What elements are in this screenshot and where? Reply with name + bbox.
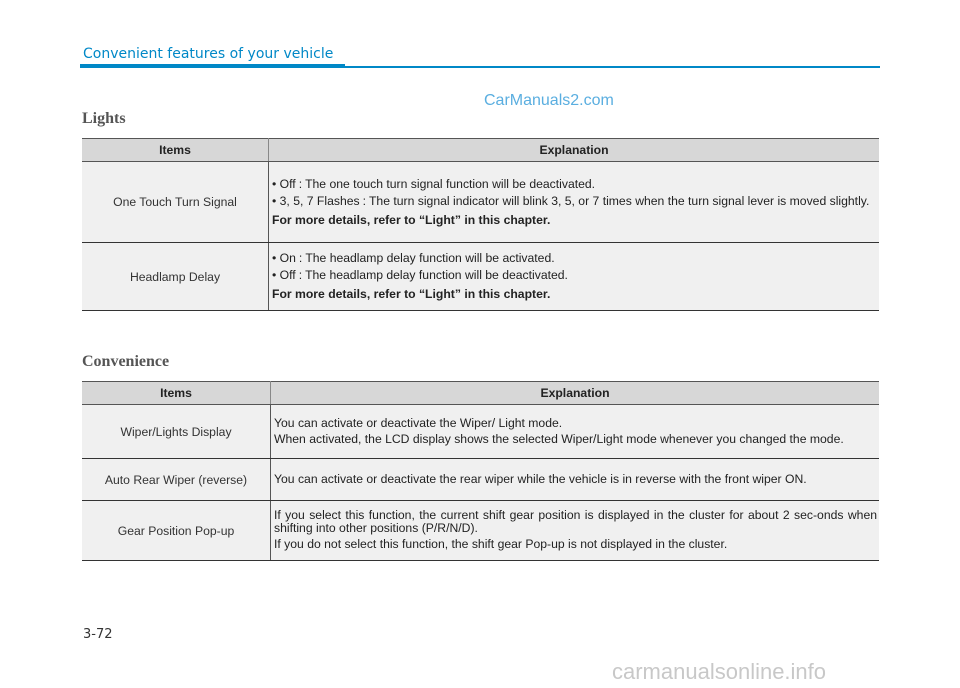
explanation-cell [271, 459, 880, 501]
reference-note: For more details, refer to “Light” in this chapter. [272, 212, 551, 227]
header-bar-thick [80, 64, 345, 68]
item-cell: Wiper/Lights Display [82, 405, 271, 459]
column-header-items: Items [82, 139, 269, 162]
explanation-line: You can activate or deactivate the Wiper/ Light mode. [274, 415, 563, 430]
explanation-line: If you select this function, the current shift gear position is displayed in the cluster for about 2 sec-onds when shifting into other positions (P/R/N/D). [274, 508, 877, 535]
watermark-bottom[interactable]: carmanualsonline.info [612, 659, 827, 684]
page-header [80, 46, 880, 70]
explanation-cell [271, 501, 880, 561]
column-header-explanation: Explanation [271, 382, 880, 405]
item-cell: Gear Position Pop-up [82, 501, 271, 561]
bullet-line: • 3, 5, 7 Flashes : The turn signal indicator will blink 3, 5, or 7 times when the turn signal lever is moved slightly. [272, 195, 877, 208]
item-cell: Auto Rear Wiper (reverse) [82, 459, 271, 501]
header-title: Convenient features of your vehicle [83, 46, 334, 62]
bullet-term: • 3, 5, 7 Flashes [272, 193, 360, 208]
table-row [82, 501, 879, 561]
bullet-term: • Off [272, 176, 296, 191]
header-rule [345, 66, 880, 68]
convenience-table [82, 381, 879, 561]
reference-note: For more details, refer to “Light” in this chapter. [272, 287, 551, 301]
page-number: 3-72 [83, 627, 113, 642]
explanation-cell [269, 243, 880, 311]
bullet-desc: The one touch turn signal function will be deactivated. [305, 176, 596, 191]
explanation-line: When activated, the LCD display shows the selected Wiper/Light mode whenever you changed the mode. [274, 431, 844, 446]
item-cell: Headlamp Delay [82, 243, 269, 311]
bullet-line: • Off : The one touch turn signal function will be deactivated. [272, 178, 877, 191]
bullet-desc: The headlamp delay function will be deactivated. [305, 268, 568, 282]
bullet-desc: The turn signal indicator will blink 3, 5, or 7 times when the turn signal lever is moved slightly. [368, 193, 870, 208]
section-title-lights: Lights [82, 110, 126, 127]
table-header-row [82, 382, 879, 405]
table-header-row [82, 139, 879, 162]
explanation-line: You can activate or deactivate the rear wiper while the vehicle is in reverse with the front wiper ON. [274, 471, 807, 486]
table-row [82, 162, 879, 243]
item-cell: One Touch Turn Signal [82, 162, 269, 243]
section-title-convenience: Convenience [82, 353, 170, 370]
bullet-term: • Off [272, 268, 296, 282]
bullet-term: • On [272, 251, 296, 265]
explanation-cell [269, 162, 880, 243]
column-header-items: Items [82, 382, 271, 405]
bullet-line: • On : The headlamp delay function will be activated. [272, 252, 877, 265]
explanation-line: If you do not select this function, the shift gear Pop-up is not displayed in the cluster. [274, 537, 728, 551]
lights-table [82, 138, 879, 311]
explanation-cell [271, 405, 880, 459]
bullet-desc: The headlamp delay function will be activated. [305, 251, 555, 265]
bullet-line: • Off : The headlamp delay function will be deactivated. [272, 269, 877, 282]
table-row [82, 459, 879, 501]
watermark-top[interactable]: CarManuals2.com [484, 92, 614, 109]
column-header-explanation: Explanation [269, 139, 880, 162]
table-row [82, 243, 879, 311]
table-row [82, 405, 879, 459]
